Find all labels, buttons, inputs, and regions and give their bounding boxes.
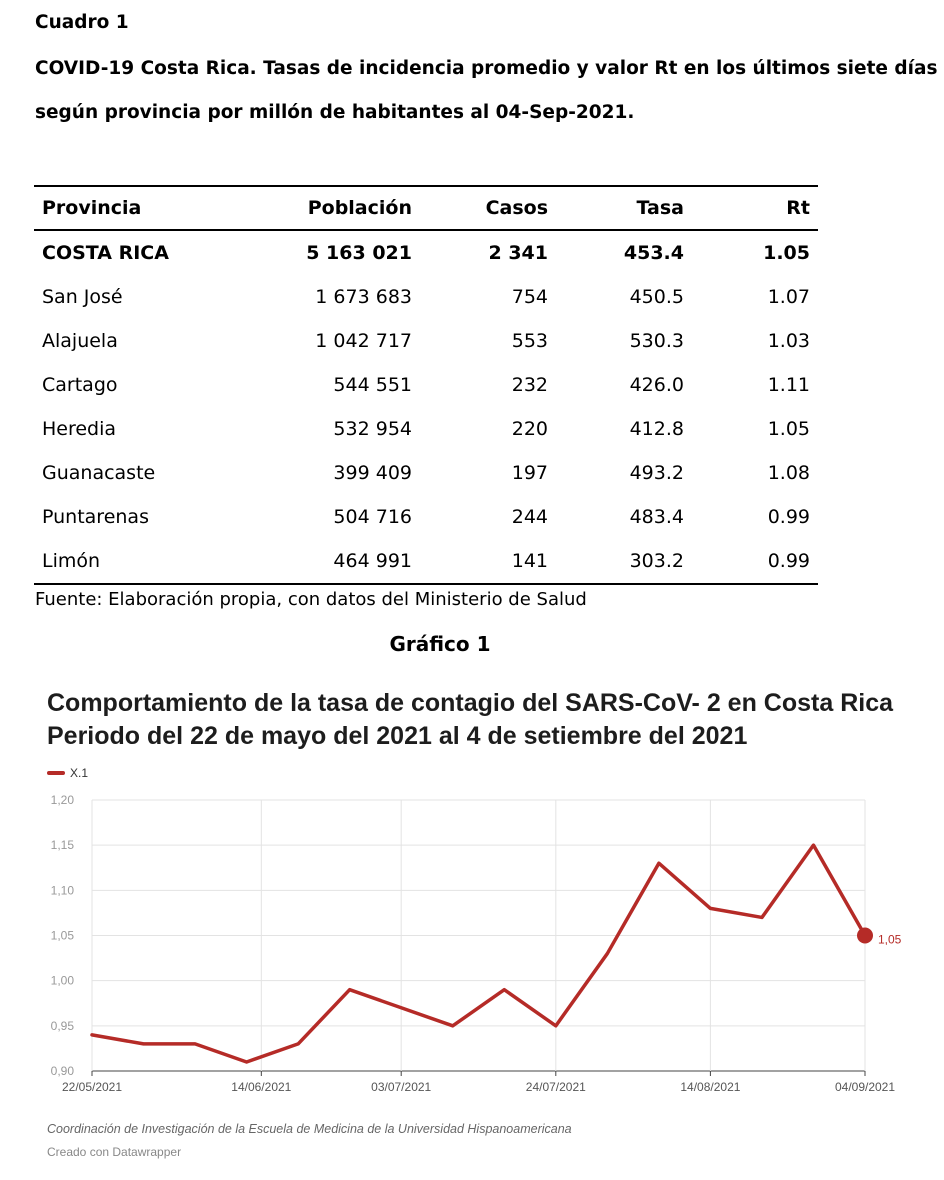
y-tick-label: 0,95: [50, 1018, 74, 1033]
cell-rt: 1.11: [767, 374, 810, 396]
incidence-table: [34, 185, 818, 585]
datawrapper-credit: Creado con Datawrapper: [47, 1145, 182, 1159]
cell-poblacion: 1 042 717: [315, 330, 412, 352]
line-chart: [0, 785, 944, 1115]
cell-poblacion: 399 409: [333, 462, 412, 484]
table-row: [34, 451, 818, 495]
x-tick-label: 14/06/2021: [231, 1080, 292, 1094]
cell-casos: 754: [511, 286, 548, 308]
cell-provincia: COSTA RICA: [42, 242, 169, 264]
table-row-total: [34, 230, 818, 275]
cell-tasa: 530.3: [629, 330, 684, 352]
x-tick-label: 14/08/2021: [680, 1080, 741, 1094]
cell-poblacion: 544 551: [333, 374, 412, 396]
chart-title: Comportamiento de la tasa de contagio del SARS-CoV- 2 en Costa Rica: [47, 689, 893, 717]
cell-provincia: Puntarenas: [42, 506, 149, 528]
cell-casos: 141: [511, 550, 548, 572]
cell-poblacion: 5 163 021: [306, 242, 412, 264]
table-row: [34, 363, 818, 407]
table-header-row: [34, 186, 818, 230]
y-tick-label: 1,05: [50, 928, 74, 943]
cell-provincia: Limón: [42, 550, 101, 572]
cell-rt: 0.99: [767, 506, 810, 528]
cell-poblacion: 532 954: [333, 418, 412, 440]
chart-subtitle: Periodo del 22 de mayo del 2021 al 4 de setiembre del 2021: [47, 722, 748, 750]
table-label: Cuadro 1: [35, 12, 129, 33]
cell-provincia: Alajuela: [42, 330, 118, 352]
cell-poblacion: 504 716: [333, 506, 412, 528]
table-row: [34, 407, 818, 451]
cell-casos: 244: [511, 506, 548, 528]
cell-rt: 0.99: [767, 550, 810, 572]
cell-tasa: 483.4: [629, 506, 684, 528]
cell-tasa: 493.2: [629, 462, 684, 484]
table-row: [34, 495, 818, 539]
y-tick-label: 1,00: [50, 973, 74, 988]
table-row: [34, 275, 818, 319]
table-row: [34, 539, 818, 584]
end-point-marker: [857, 928, 873, 944]
cell-poblacion: 464 991: [333, 550, 412, 572]
cell-provincia: Cartago: [42, 374, 118, 396]
cell-casos: 2 341: [488, 242, 548, 264]
figure-label: Gráfico 1: [389, 632, 491, 656]
header-tasa: Tasa: [636, 197, 684, 219]
table-source-note: Fuente: Elaboración propia, con datos del Ministerio de Salud: [35, 589, 587, 610]
cell-tasa: 412.8: [629, 418, 684, 440]
cell-tasa: 426.0: [629, 374, 684, 396]
x-tick-label: 03/07/2021: [371, 1080, 432, 1094]
table-row: [34, 319, 818, 363]
chart-credit: Coordinación de Investigación de la Escuela de Medicina de la Universidad Hispanoamericana: [47, 1122, 572, 1136]
legend-label: X.1: [70, 766, 89, 780]
cell-tasa: 450.5: [629, 286, 684, 308]
cell-provincia: Heredia: [42, 418, 117, 440]
series-line-x1: [92, 845, 865, 1062]
x-tick-label: 22/05/2021: [61, 1080, 123, 1094]
end-value-label: 1,05: [878, 932, 902, 947]
table-title-line-2: según provincia por millón de habitantes al 04-Sep-2021.: [35, 102, 635, 123]
cell-rt: 1.05: [767, 418, 810, 440]
cell-rt: 1.03: [767, 330, 810, 352]
y-tick-label: 0,90: [50, 1064, 74, 1078]
cell-provincia: San José: [42, 286, 123, 308]
y-tick-label: 1,15: [50, 838, 74, 853]
cell-rt: 1.07: [767, 286, 810, 308]
cell-provincia: Guanacaste: [42, 462, 156, 484]
cell-casos: 220: [511, 418, 548, 440]
y-tick-label: 1,10: [50, 883, 74, 898]
cell-casos: 232: [511, 374, 548, 396]
cell-rt: 1.05: [763, 242, 810, 264]
table-title-line-1: COVID-19 Costa Rica. Tasas de incidencia promedio y valor Rt en los últimos siete días: [35, 58, 938, 79]
cell-tasa: 453.4: [623, 242, 684, 264]
header-rt: Rt: [786, 197, 810, 219]
cell-casos: 553: [511, 330, 548, 352]
chart-legend: [47, 766, 88, 780]
header-casos: Casos: [485, 197, 548, 219]
y-tick-label: 1,20: [50, 793, 74, 807]
cell-rt: 1.08: [767, 462, 810, 484]
x-tick-label: 24/07/2021: [525, 1080, 586, 1094]
legend-swatch: [47, 771, 65, 775]
header-provincia: Provincia: [42, 197, 142, 219]
cell-casos: 197: [511, 462, 548, 484]
cell-tasa: 303.2: [629, 550, 684, 572]
cell-poblacion: 1 673 683: [315, 286, 412, 308]
x-tick-label: 04/09/2021: [834, 1080, 896, 1094]
header-poblacion: Población: [307, 197, 412, 219]
